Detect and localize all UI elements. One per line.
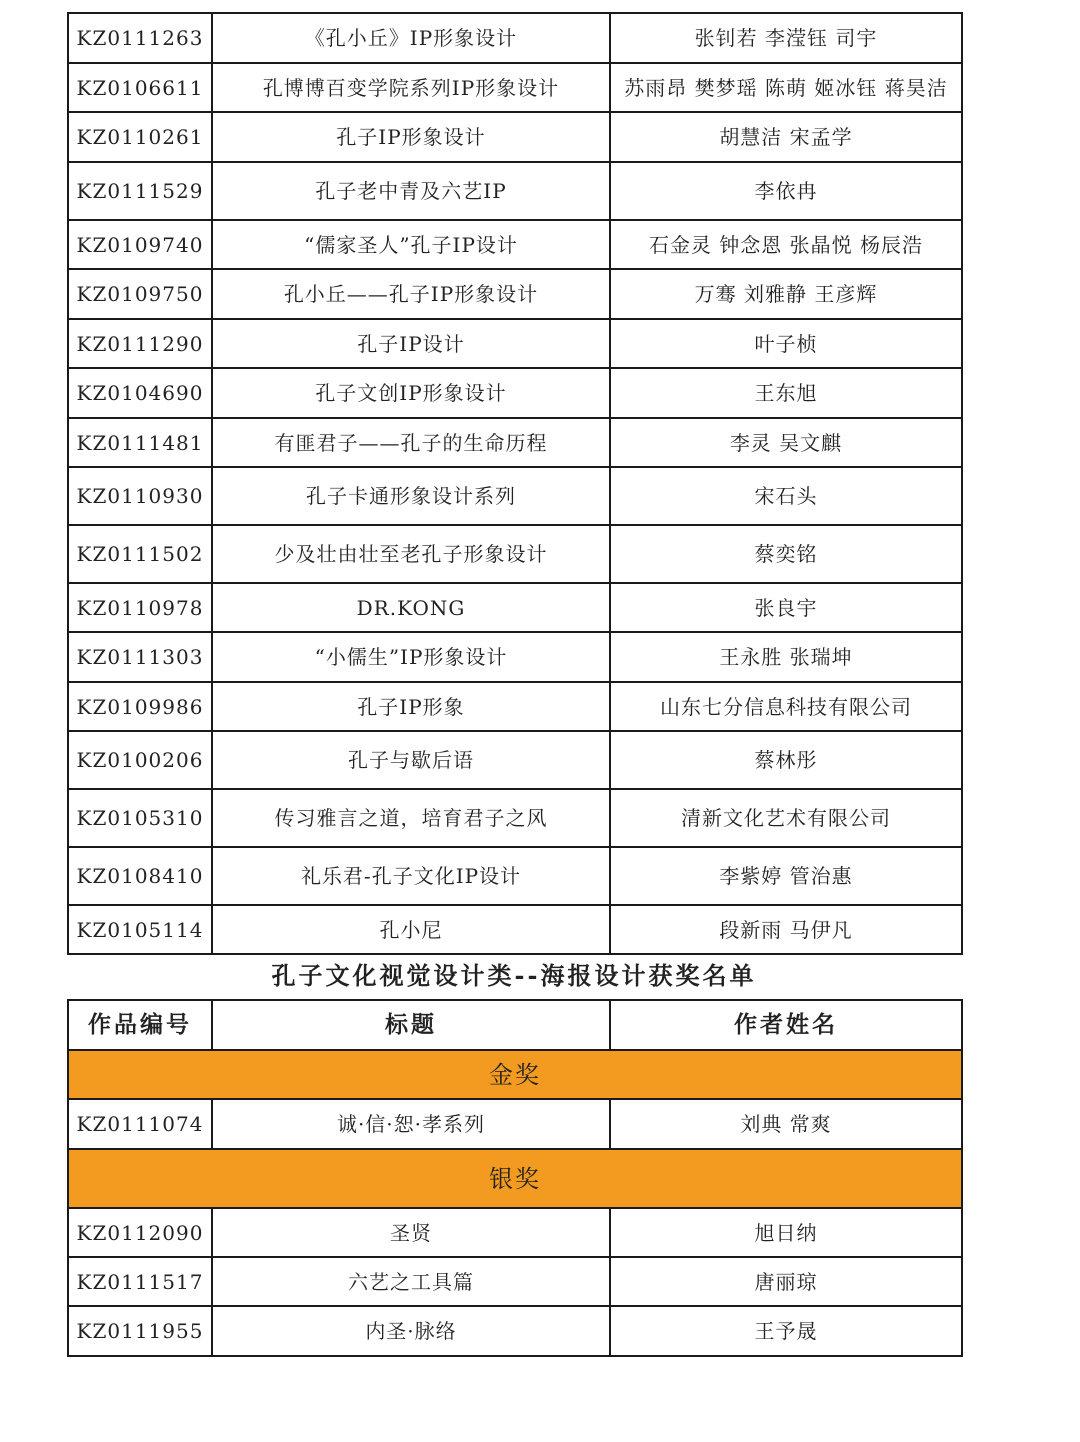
- work-title: 孔子IP形象设计: [212, 112, 610, 162]
- table-row: [68, 1306, 962, 1356]
- work-id: KZ0109740: [68, 220, 212, 269]
- work-title: 圣贤: [212, 1208, 610, 1257]
- work-authors: 张良宇: [610, 583, 962, 632]
- table-row: [68, 682, 962, 731]
- work-title: 孔小尼: [212, 905, 610, 954]
- table-row: [68, 789, 962, 847]
- table-row: [68, 63, 962, 112]
- table-row: [68, 525, 962, 583]
- work-authors: 叶子桢: [610, 319, 962, 368]
- work-title: 《孔小丘》IP形象设计: [212, 13, 610, 63]
- poster-design-award-table: [67, 999, 963, 1357]
- work-authors: 王东旭: [610, 368, 962, 418]
- table-header-row: [68, 1000, 962, 1050]
- work-title: 孔小丘——孔子IP形象设计: [212, 269, 610, 319]
- work-authors: 旭日纳: [610, 1208, 962, 1257]
- table-row: [68, 162, 962, 220]
- silver-award-band: [68, 1149, 962, 1208]
- work-title: 内圣·脉络: [212, 1306, 610, 1356]
- work-title: DR.KONG: [212, 583, 610, 632]
- work-authors: 刘典 常爽: [610, 1099, 962, 1149]
- table-row: [68, 220, 962, 269]
- work-title: 六艺之工具篇: [212, 1257, 610, 1306]
- work-title: 传习雅言之道，培育君子之风: [212, 789, 610, 847]
- work-id: KZ0105310: [68, 789, 212, 847]
- work-title: 孔子IP设计: [212, 319, 610, 368]
- work-authors: 蔡奕铭: [610, 525, 962, 583]
- work-id: KZ0104690: [68, 368, 212, 418]
- table-row: [68, 583, 962, 632]
- silver-award-label: 银奖: [68, 1149, 962, 1208]
- work-title: 有匪君子——孔子的生命历程: [212, 418, 610, 467]
- work-title: 少及壮由壮至老孔子形象设计: [212, 525, 610, 583]
- work-authors: 山东七分信息科技有限公司: [610, 682, 962, 731]
- table-row: [68, 112, 962, 162]
- work-title: 礼乐君-孔子文化IP设计: [212, 847, 610, 905]
- table-row: [68, 368, 962, 418]
- work-id: KZ0108410: [68, 847, 212, 905]
- work-id: KZ0111529: [68, 162, 212, 220]
- work-authors: 王永胜 张瑞坤: [610, 632, 962, 682]
- work-id: KZ0111263: [68, 13, 212, 63]
- work-title: “小儒生”IP形象设计: [212, 632, 610, 682]
- work-authors: 苏雨昂 樊梦瑶 陈萌 姬冰钰 蒋昊洁: [610, 63, 962, 112]
- table-row: [68, 269, 962, 319]
- table-row: [68, 632, 962, 682]
- work-id: KZ0110930: [68, 467, 212, 525]
- table-row: [68, 1099, 962, 1149]
- work-id: KZ0112090: [68, 1208, 212, 1257]
- work-id: KZ0110978: [68, 583, 212, 632]
- work-title: 孔子与歇后语: [212, 731, 610, 789]
- header-title: 标题: [212, 1000, 610, 1050]
- work-id: KZ0109986: [68, 682, 212, 731]
- table-row: [68, 847, 962, 905]
- table-row: [68, 13, 962, 63]
- work-authors: 李紫婷 管治惠: [610, 847, 962, 905]
- table-row: [68, 319, 962, 368]
- work-id: KZ0106611: [68, 63, 212, 112]
- work-authors: 石金灵 钟念恩 张晶悦 杨辰浩: [610, 220, 962, 269]
- work-authors: 唐丽琼: [610, 1257, 962, 1306]
- work-authors: 蔡林彤: [610, 731, 962, 789]
- work-title: “儒家圣人”孔子IP设计: [212, 220, 610, 269]
- work-authors: 张钊若 李滢钰 司宇: [610, 13, 962, 63]
- work-id: KZ0100206: [68, 731, 212, 789]
- work-id: KZ0109750: [68, 269, 212, 319]
- gold-award-band: [68, 1050, 962, 1099]
- work-title: 孔子卡通形象设计系列: [212, 467, 610, 525]
- table-row: [68, 418, 962, 467]
- header-work-id: 作品编号: [68, 1000, 212, 1050]
- work-id: KZ0111303: [68, 632, 212, 682]
- ip-design-award-table: [67, 12, 963, 955]
- work-authors: 清新文化艺术有限公司: [610, 789, 962, 847]
- table-row: [68, 731, 962, 789]
- header-authors: 作者姓名: [610, 1000, 962, 1050]
- table-row: [68, 467, 962, 525]
- work-id: KZ0111481: [68, 418, 212, 467]
- table-row: [68, 1257, 962, 1306]
- work-title: 孔子IP形象: [212, 682, 610, 731]
- work-title: 孔子老中青及六艺IP: [212, 162, 610, 220]
- work-id: KZ0111074: [68, 1099, 212, 1149]
- work-id: KZ0105114: [68, 905, 212, 954]
- work-title: 诚·信·恕·孝系列: [212, 1099, 610, 1149]
- work-authors: 宋石头: [610, 467, 962, 525]
- work-authors: 李依冉: [610, 162, 962, 220]
- work-authors: 王予晟: [610, 1306, 962, 1356]
- work-authors: 李灵 吴文麒: [610, 418, 962, 467]
- work-authors: 万骞 刘雅静 王彦辉: [610, 269, 962, 319]
- work-id: KZ0110261: [68, 112, 212, 162]
- work-authors: 胡慧洁 宋孟学: [610, 112, 962, 162]
- table-row: [68, 1208, 962, 1257]
- table-row: [68, 905, 962, 954]
- work-authors: 段新雨 马伊凡: [610, 905, 962, 954]
- work-title: 孔子文创IP形象设计: [212, 368, 610, 418]
- work-id: KZ0111502: [68, 525, 212, 583]
- gold-award-label: 金奖: [68, 1050, 962, 1099]
- poster-section-heading: 孔子文化视觉设计类--海报设计获奖名单: [271, 961, 757, 990]
- work-id: KZ0111955: [68, 1306, 212, 1356]
- work-id: KZ0111517: [68, 1257, 212, 1306]
- work-title: 孔博博百变学院系列IP形象设计: [212, 63, 610, 112]
- work-id: KZ0111290: [68, 319, 212, 368]
